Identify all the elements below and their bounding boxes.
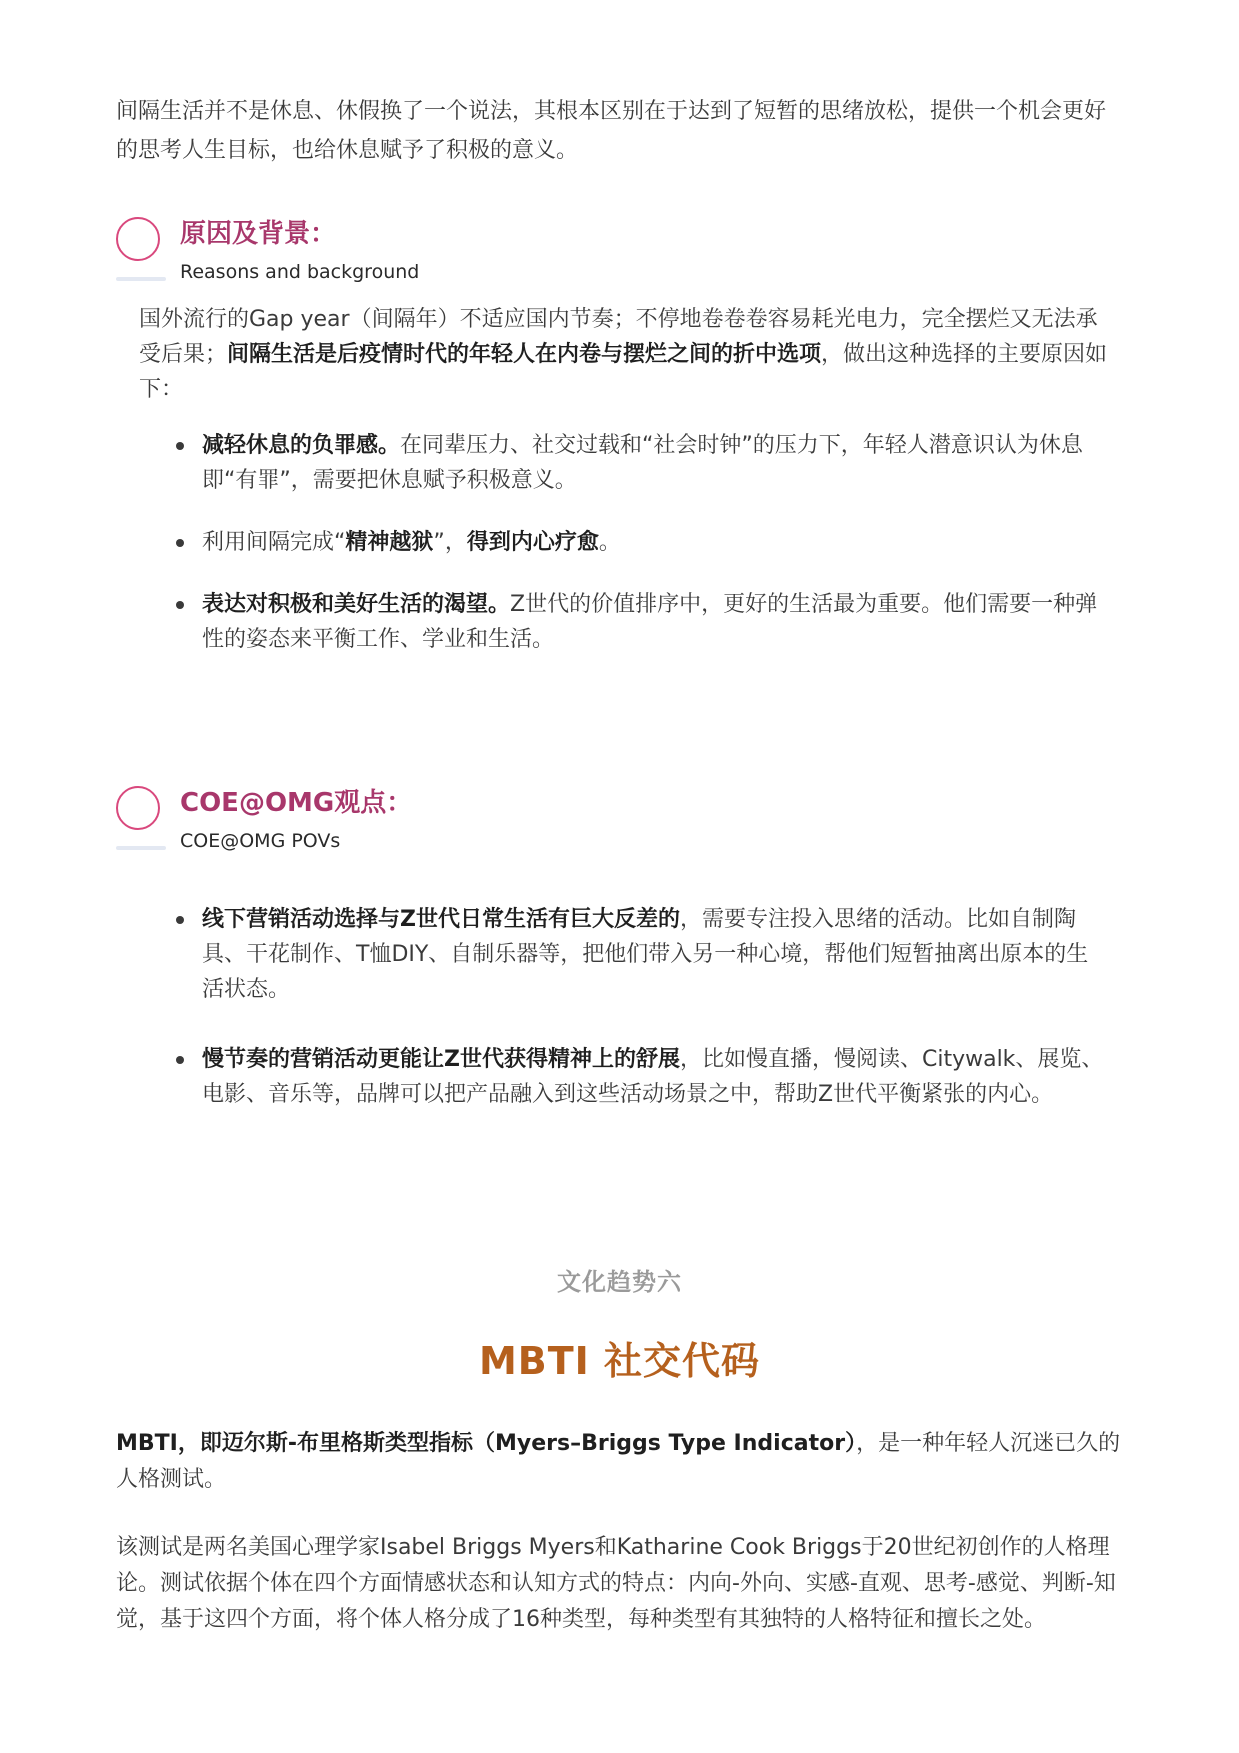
section-header-reasons	[116, 217, 716, 297]
list-item	[170, 587, 1105, 657]
bullet-text: ，需要专注投入思绪的活动。比如自制陶具、干花制作、T恤DIY、自制乐器等，把他们带入另一种心境，帮他们短暂抽离出原本的生活状态。	[202, 907, 1089, 1002]
bullet-text: 。	[598, 530, 621, 555]
bullet-bold: 精神越狱	[345, 530, 434, 555]
section-title: 原因及背景：	[180, 219, 337, 249]
divider	[116, 846, 166, 850]
section-title: COE@OMG观点：	[180, 788, 413, 818]
list-item	[170, 902, 1105, 1007]
trend-title: MBTI 社交代码	[478, 1339, 761, 1383]
bullet-text: ”，	[433, 530, 467, 555]
reasons-text-2: ，做出这种选择的主要原因如下：	[139, 342, 1108, 402]
section-header-pov	[116, 786, 716, 866]
bullet-text: Z世代的价值排序中，更好的生活最为重要。他们需要一种弹性的姿态来平衡工作、学业和生活。	[202, 592, 1098, 652]
bullet-bold: 表达对积极和美好生活的渴望。	[202, 592, 511, 617]
list-item	[170, 1042, 1105, 1112]
bullet-text: ，比如慢直播，慢阅读、Citywalk、展览、电影、音乐等，品牌可以把产品融入到这些活动场景之中，帮助Z世代平衡紧张的内心。	[202, 1047, 1104, 1107]
section-subtitle: COE@OMG POVs	[180, 830, 341, 852]
bullet-bold: 线下营销活动选择与Z世代日常生活有巨大反差的	[202, 907, 680, 932]
bullet-bold: 减轻休息的负罪感。	[202, 433, 401, 458]
bullet-icon	[176, 601, 184, 609]
bullet-bold: 慢节奏的营销活动更能让Z世代获得精神上的舒展	[202, 1047, 680, 1072]
divider	[116, 277, 166, 281]
mbti-text-bold: MBTI，即迈尔斯-布里格斯类型指标（Myers–Briggs Type Indicator）	[116, 1431, 857, 1456]
circle-icon	[116, 786, 160, 830]
reasons-text-bold: 间隔生活是后疫情时代的年轻人在内卷与摆烂之间的折中选项	[227, 342, 822, 367]
mbti-paragraph-1	[116, 1426, 1126, 1498]
reasons-paragraph	[139, 302, 1109, 407]
bullet-bold: 得到内心疗愈	[466, 530, 599, 555]
bullet-text: 利用间隔完成“	[202, 530, 346, 555]
reasons-text-1: 国外流行的Gap year（间隔年）不适应国内节奏；不停地卷卷卷容易耗光电力，完全摆烂又无法承受后果；	[139, 307, 1098, 367]
intro-paragraph: 间隔生活并不是休息、休假换了一个说法，其根本区别在于达到了短暂的思绪放松，提供一个机会更好的思考人生目标，也给休息赋予了积极的意义。	[116, 99, 1107, 163]
mbti-text: ，是一种年轻人沉迷已久的人格测试。	[116, 1431, 1121, 1492]
bullet-icon	[176, 442, 184, 450]
trend-label: 文化趋势六	[557, 1268, 682, 1296]
circle-icon	[116, 217, 160, 261]
section-subtitle: Reasons and background	[180, 261, 420, 283]
list-item	[170, 525, 1105, 560]
bullet-icon	[176, 1056, 184, 1064]
pov-bullet-list	[170, 902, 1105, 1112]
bullet-icon	[176, 539, 184, 547]
bullet-icon	[176, 916, 184, 924]
bullet-text: 在同辈压力、社交过载和“社会时钟”的压力下，年轻人潜意识认为休息即“有罪”，需要把休息赋予积极意义。	[202, 433, 1083, 493]
list-item	[170, 428, 1105, 498]
reasons-bullet-list	[170, 428, 1105, 657]
mbti-paragraph-2: 该测试是两名美国心理学家Isabel Briggs Myers和Katharine Cook Briggs于20世纪初创作的人格理论。测试依据个体在四个方面情感状态和认知方式的特点：内向-外向、实感-直观、思考-感觉、判断-知觉，基于这四个方面，将个体人格分成了16种类型，每种类型有其独特的人格特征和擅长之处。	[116, 1535, 1116, 1632]
